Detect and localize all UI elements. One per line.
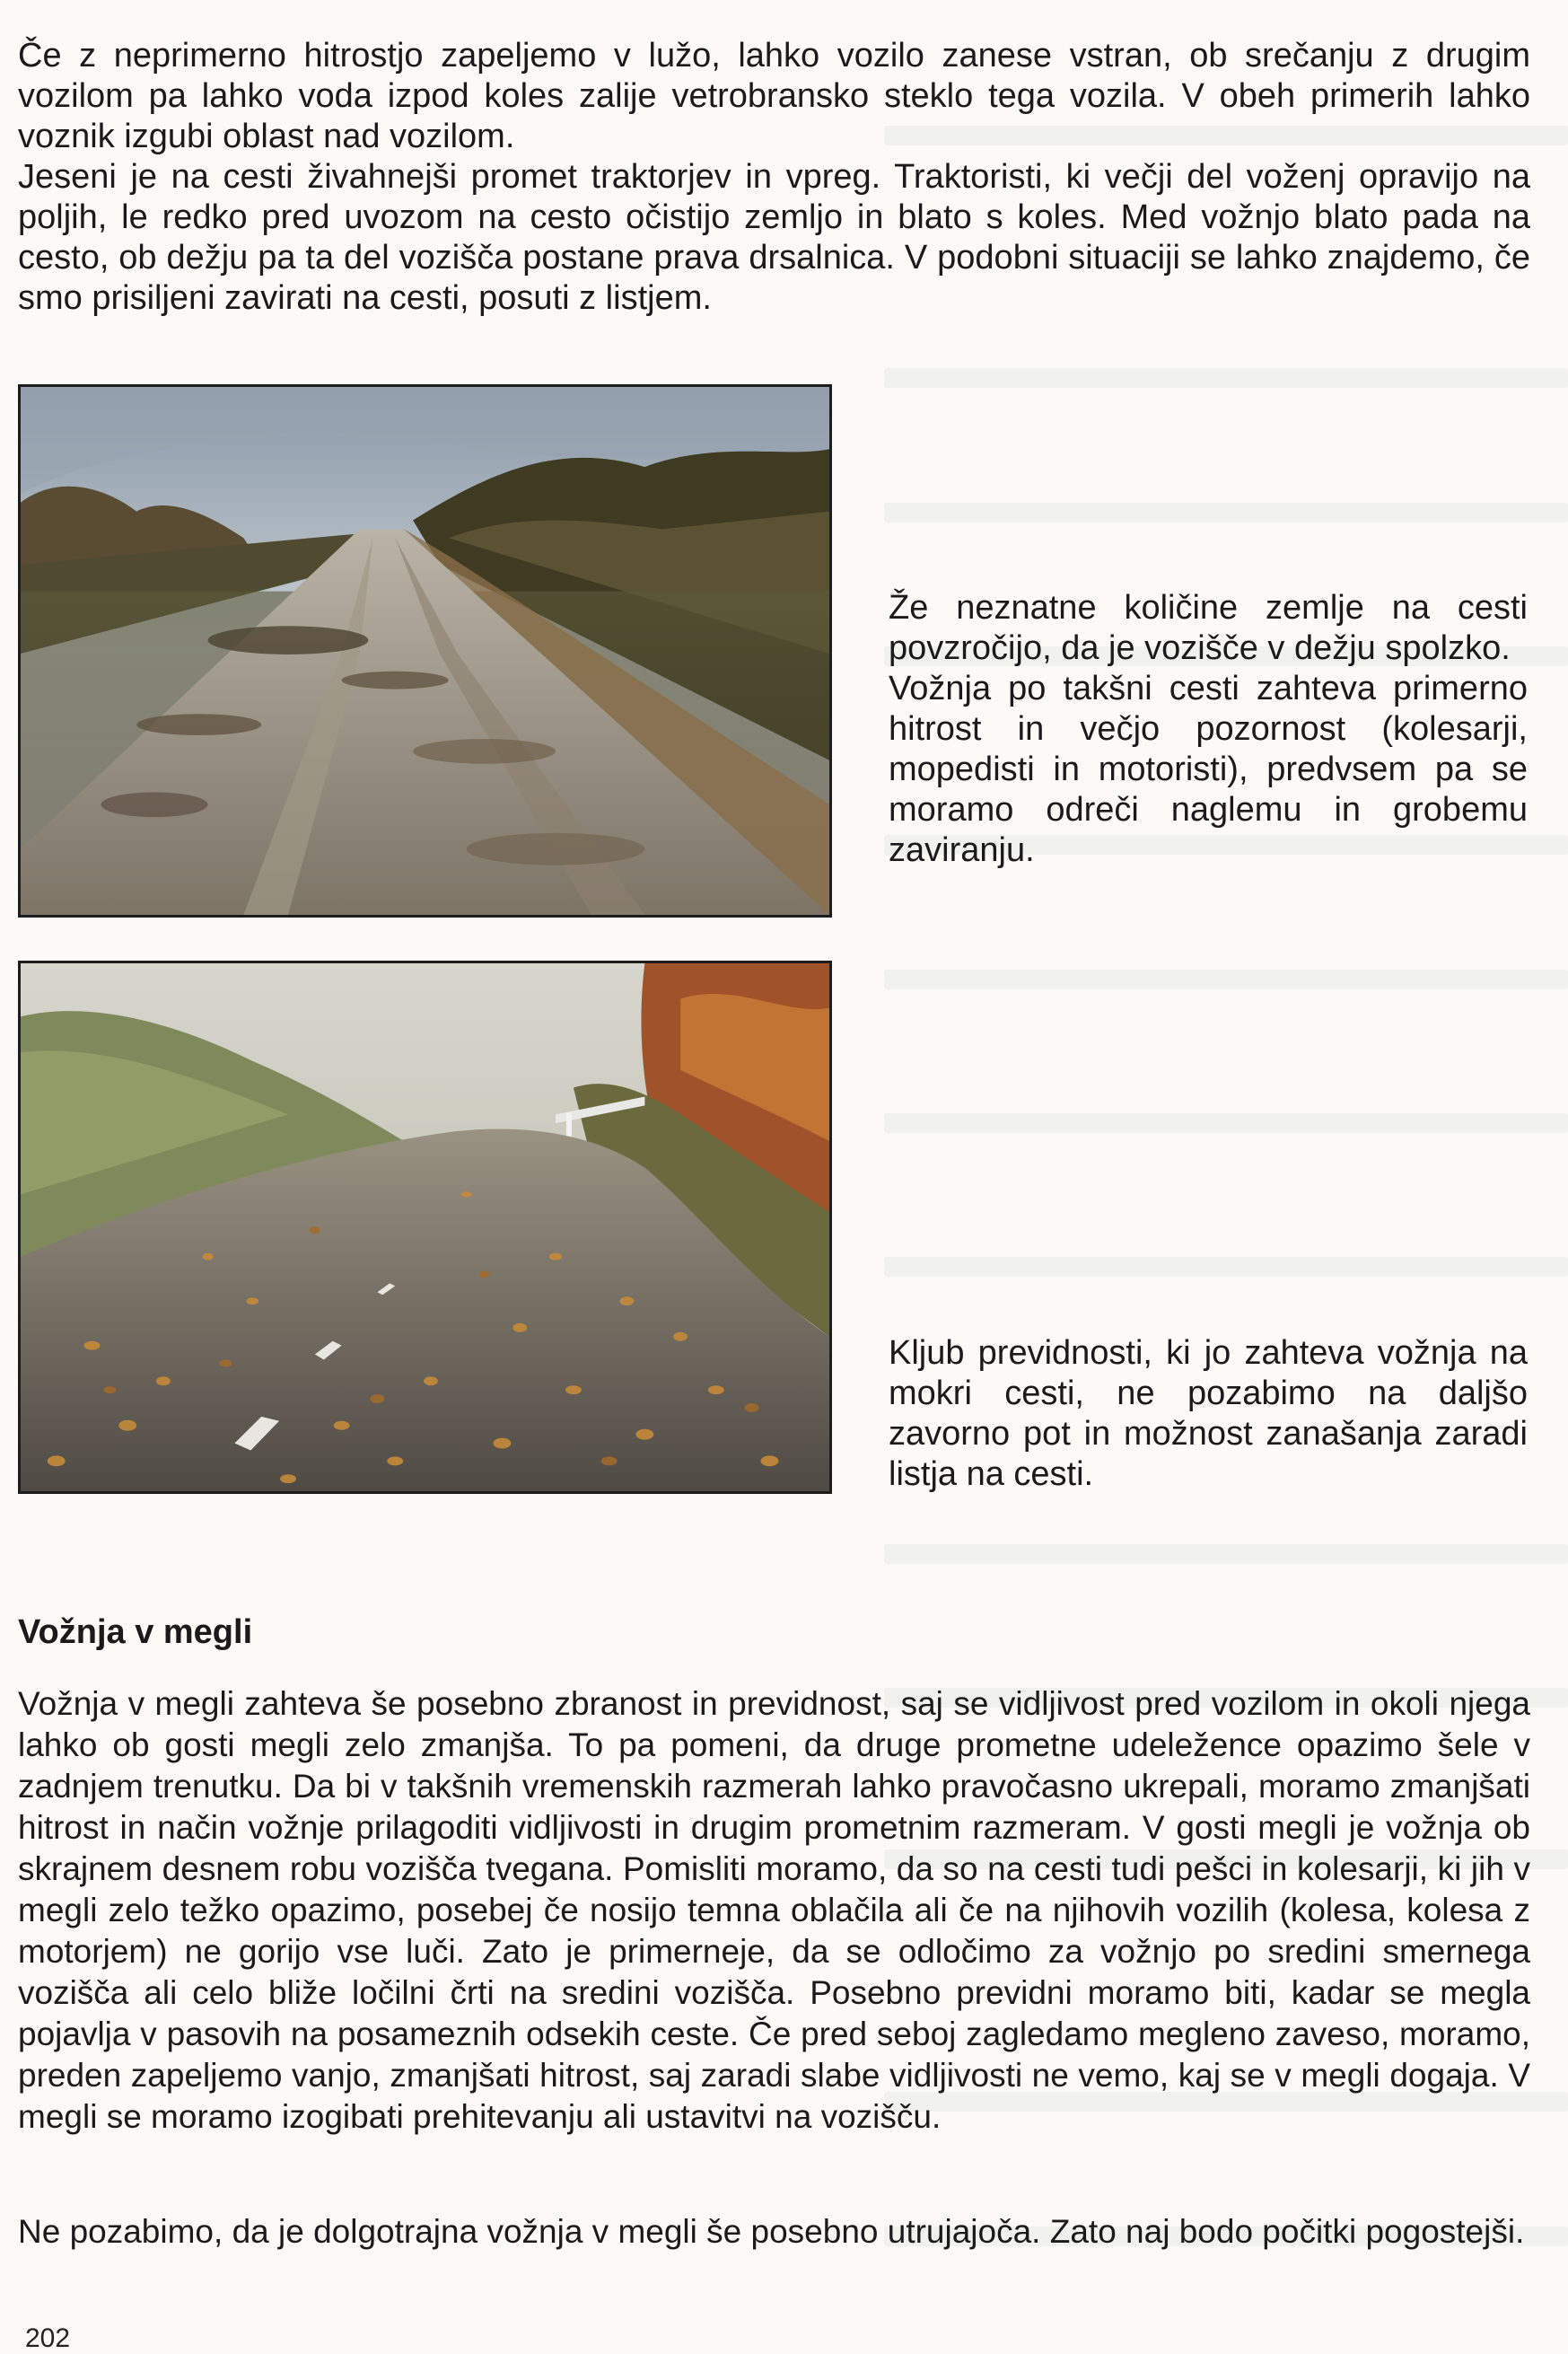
muddy-road-photo	[18, 384, 832, 918]
intro-paragraph-puddle: Če z neprimerno hitrostjo zapeljemo v lužo, lahko vozilo zanese vstran, ob srečanju z drugim vozilom pa lahko voda izpod koles zalije vetrobransko steklo tega vozila. V obeh primerih lahko voznik izgubi oblast nad vozilom.	[18, 37, 1530, 155]
fog-section-tail: Ne pozabimo, da je dolgotrajna vožnja v megli še posebno utrujajoča. Zato naj bodo počitki pogostejši.	[18, 2213, 1525, 2250]
section-heading-fog: Vožnja v megli	[18, 1613, 253, 1651]
intro-paragraph-tractors: Jeseni je na cesti živahnejši promet traktorjev in vpreg. Traktoristi, ki večji del voženj opravijo na poljih, le redko pred uvozom na cesto očistijo zemljo in blato s koles. Med vožnjo blato pada na cesto, ob dežju pa ta del vozišča postane prava drsalnica. V podobni situaciji se lahko znajdemo, če smo prisiljeni zavirati na cesti, posuti z listjem.	[18, 158, 1530, 317]
page-number: 202	[25, 2323, 71, 2353]
muddy-road-caption	[889, 588, 1528, 871]
caption-muddy-road-1: Že neznatne količine zemlje na cesti povzročijo, da je vozišče v dežju spolzko.	[889, 589, 1528, 667]
caption-muddy-road-2: Vožnja po takšni cesti zahteva primerno hitrost in večjo pozornost (kolesarji, mopedisti in motoristi), predvsem pa se moramo odreči naglemu in grobemu zaviranju.	[889, 670, 1528, 869]
caption-leafy-road: Kljub previdnosti, ki jo zahteva vožnja na mokri cesti, ne pozabimo na daljšo zavorno pot in možnost zanašanja zaradi listja na cesti.	[889, 1334, 1528, 1493]
leafy-road-photo	[18, 961, 832, 1494]
muddy-road-illustration	[21, 387, 829, 915]
leafy-road-illustration	[21, 963, 829, 1491]
intro-text-block	[18, 36, 1530, 319]
leafy-road-caption	[889, 1333, 1528, 1495]
fog-section-body: Vožnja v megli zahteva še posebno zbranost in previdnost, saj se vidljivost pred vozilom in okoli njega lahko ob gosti megli zelo zmanjša. To pa pomeni, da druge prometne udeležence opazimo šele v zadnjem trenutku. Da bi v takšnih vremenskih razmerah lahko pravočasno ukrepali, moramo zmanjšati hitrost in način vožnje prilagoditi vidljivosti in drugim prometnim razmeram. V gosti megli je vožnja ob skrajnem desnem robu vozišča tvegana. Pomisliti moramo, da so na cesti tudi pešci in kolesarji, ki jih v megli zelo težko opazimo, posebej če nosijo temna oblačila ali če na njihovih vozilih (kolesa, kolesa z motorjem) ne gorijo vse luči. Zato je primerneje, da se odločimo za vožnjo po sredini smernega vozišča ali celo bliže ločilni črti na sredini vozišča. Posebno previdni moramo biti, kadar se megla pojavlja v pasovih na posameznih odsekih ceste. Če pred seboj zagledamo megleno zaveso, moramo, preden zapeljemo vanjo, zmanjšati hitrost, saj zaradi slabe vidljivosti ne vemo, kaj se v megli dogaja. V megli se moramo izogibati prehitevanju ali ustavitvi na vozišču.	[18, 1685, 1530, 2135]
